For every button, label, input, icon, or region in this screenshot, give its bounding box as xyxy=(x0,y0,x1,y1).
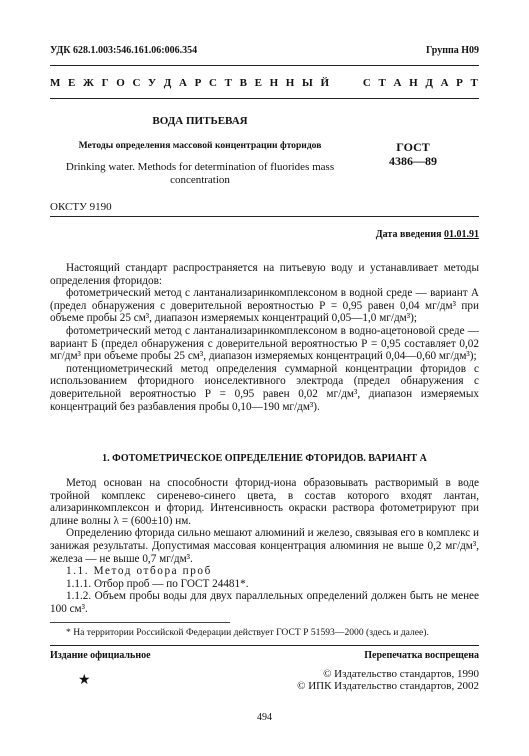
title-ru: ВОДА ПИТЬЕВАЯ xyxy=(152,115,248,127)
footer-rule xyxy=(50,645,479,646)
top-rule xyxy=(50,65,479,66)
paragraph-method-b: фотометрический метод с лантанализаринкомплексоном в водно-ацетоновой среде — вариант Б (предел обнаружения с доверительной вероятностью Р = 0,95 составляет 0,02 мг/дм³ при объеме пробы 25 см³, диапазон измеряемых концентраций 0,04—0,60 мг/дм³); xyxy=(50,324,479,363)
standard-type-banner: М Е Ж Г О С У Д А Р С Т В Е Н Н Ы Й С Т А Н Д А Р Т xyxy=(50,77,479,89)
paragraph-method-potentiometric: потенциометрический метод определения суммарной концентрации фторидов с использованием фторидного ионселективного электрода (предел обнаружения с доверительной вероятностью Р = 0,95 равен 0,02 мг/дм³, диапазон измеряемых концентраций без разбавления пробы 0,10—190 мг/дм³). xyxy=(50,362,479,413)
reprint-prohibited: Перепечатка воспрещена xyxy=(364,650,479,661)
okstu-rule xyxy=(50,216,479,217)
gost-number: 4386—89 xyxy=(389,154,437,168)
group-code: Группа Н09 xyxy=(426,45,479,56)
clause-1-1-2: 1.1.2. Объем пробы воды для двух параллельных определений должен быть не менее 100 см³. xyxy=(50,590,479,615)
clause-1-1-1: 1.1.1. Отбор проб — по ГОСТ 24481*. xyxy=(66,577,249,590)
footnote-rule xyxy=(50,622,230,623)
gost-label: ГОСТ xyxy=(396,140,430,154)
okstu-code: ОКСТУ 9190 xyxy=(50,201,112,213)
intro-date-label: Дата введения xyxy=(375,229,442,240)
copyright-block xyxy=(297,668,479,692)
title-en: Drinking water. Methods for determination of fluorides mass concentration xyxy=(65,161,335,186)
footnote: * На территории Российской Федерации действует ГОСТ Р 51593—2000 (здесь и далее). xyxy=(66,627,429,638)
subsection-1-1: 1.1. Метод отбора проб xyxy=(66,565,212,578)
paragraph-scope: Настоящий стандарт распространяется на питьевую воду и устанавливает методы определения фторидов: xyxy=(50,262,479,287)
section-1-body xyxy=(50,477,479,616)
title-block xyxy=(50,115,350,187)
section-1-heading: 1. ФОТОМЕТРИЧЕСКОЕ ОПРЕДЕЛЕНИЕ ФТОРИДОВ. ВАРИАНТ А xyxy=(102,453,427,464)
copyright-1990: © Издательство стандартов, 1990 xyxy=(323,668,479,680)
udk-code: УДК 628.1.003:546.161.06:006.354 xyxy=(50,45,198,56)
page-number: 494 xyxy=(257,712,272,723)
copyright-2002: © ИПК Издательство стандартов, 2002 xyxy=(297,680,479,692)
subtitle-ru: Методы определения массовой концентрации фторидов xyxy=(78,140,322,151)
section-1-paragraph-principle: Метод основан на способности фторид-иона образовывать растворимый в воде тройной комплекс сиренево-синего цвета, в состав которого входят лантан, ализаринкомплексон и фторид. Интенсивность окраски раствора фотометрируют при длине волны λ = (600±10) нм. xyxy=(50,477,479,527)
intro-date-value: 01.01.91 xyxy=(444,229,479,240)
star-icon: ★ xyxy=(78,673,91,688)
intro-paragraphs xyxy=(50,262,479,413)
gost-designation xyxy=(378,140,448,168)
banner-rule xyxy=(50,98,479,99)
intro-date xyxy=(376,229,479,241)
section-1-paragraph-interference: Определению фторида сильно мешают алюминий и железо, связывая его в комплекс и занижая результаты. Допустимая массовая концентрация алюминия не выше 0,2 мг/дм³, железа — не выше 0,7 мг/дм³. xyxy=(50,527,479,565)
official-edition: Издание официальное xyxy=(50,650,151,661)
paragraph-method-a: фотометрический метод с лантанализаринкомплексоном в водной среде — вариант А (предел обнаружения с доверительной вероятностью Р = 0,95 равен 0,04 мг/дм³ при объеме пробы 25 см³, диапазон измеряемых концентраций 0,05—1,0 мг/дм³); xyxy=(50,287,479,325)
